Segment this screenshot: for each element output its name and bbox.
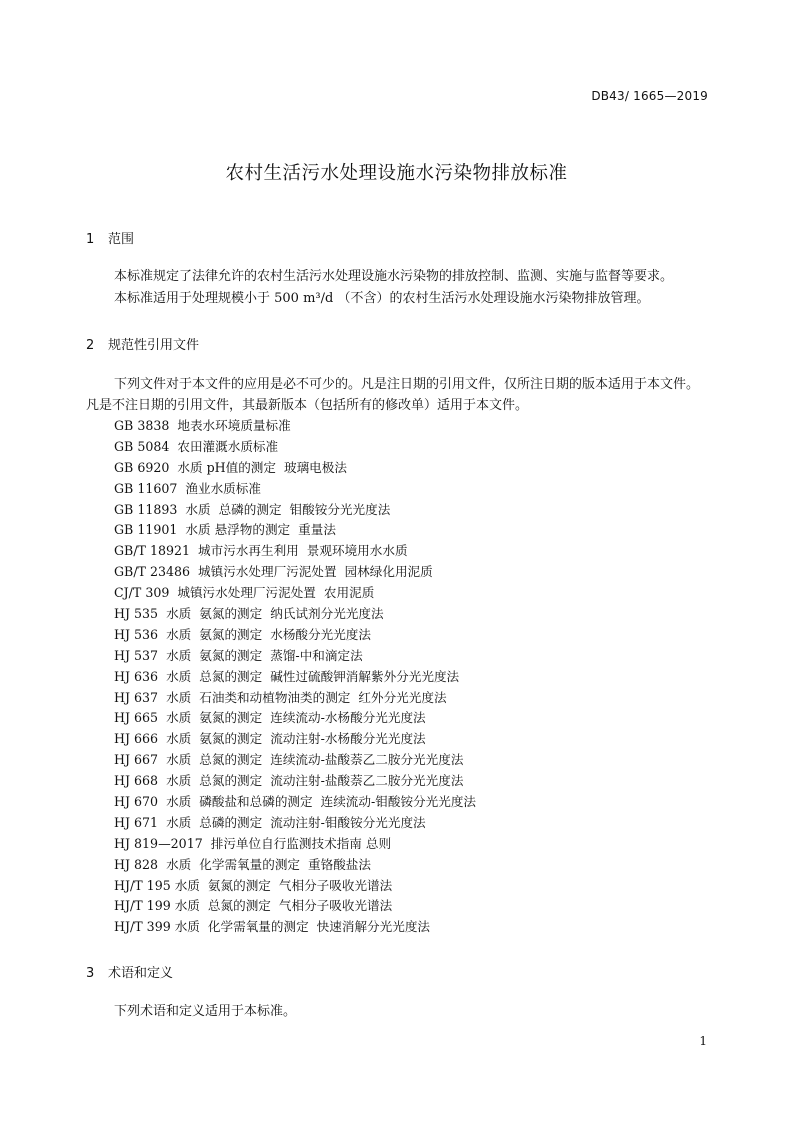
reference-item: HJ 819—2017 排污单位自行监测技术指南 总则 [114, 835, 392, 851]
reference-item: GB 11893 水质 总磷的测定 钼酸铵分光光度法 [114, 501, 391, 517]
document-title: 农村生活污水处理设施水污染物排放标准 [225, 163, 568, 184]
section-1-heading [86, 228, 134, 247]
section-title: 术语和定义 [108, 966, 174, 981]
reference-item: GB 11901 水质 悬浮物的测定 重量法 [114, 522, 336, 538]
reference-item: HJ/T 199 水质 总氮的测定 气相分子吸收光谱法 [114, 898, 393, 914]
section-number: 3 [86, 966, 95, 981]
section-3-paragraph-1: 下列术语和定义适用于本标准。 [114, 1004, 297, 1019]
section-title: 范围 [108, 232, 135, 247]
section-1-paragraph-1: 本标准规定了法律允许的农村生活污水处理设施水污染物的排放控制、监测、实施与监督等要求。 [114, 269, 674, 284]
reference-item: CJ/T 309 城镇污水处理厂污泥处置 农用泥质 [114, 585, 375, 601]
reference-item: HJ 537 水质 氨氮的测定 蒸馏-中和滴定法 [114, 647, 363, 663]
reference-item: HJ 636 水质 总氮的测定 碱性过硫酸钾消解紫外分光光度法 [114, 668, 460, 684]
section-2-intro: 下列文件对于本文件的应用是必不可少的。凡是注日期的引用文件，仅所注日期的版本适用于本文件。凡是不注日期的引用文件，其最新版本（包括所有的修改单）适用于本文件。 [86, 377, 700, 413]
reference-item: GB/T 23486 城镇污水处理厂污泥处置 园林绿化用泥质 [114, 564, 433, 580]
normative-references-list [114, 416, 476, 938]
section-number: 2 [86, 338, 95, 353]
document-code: DB43/ 1665—2019 [591, 89, 708, 103]
reference-item: GB 6920 水质 pH值的测定 玻璃电极法 [114, 459, 347, 475]
reference-item: HJ 536 水质 氨氮的测定 水杨酸分光光度法 [114, 626, 371, 642]
reference-item: HJ 535 水质 氨氮的测定 纳氏试剂分光光度法 [114, 606, 384, 622]
reference-item: GB 5084 农田灌溉水质标准 [114, 438, 279, 454]
reference-item: HJ/T 399 水质 化学需氧量的测定 快速消解分光光度法 [114, 919, 431, 935]
reference-item: GB 3838 地表水环境质量标准 [114, 418, 291, 433]
section-3-heading [86, 962, 173, 981]
section-number: 1 [86, 232, 95, 247]
page-number: 1 [699, 1034, 707, 1048]
reference-item: HJ/T 195 水质 氨氮的测定 气相分子吸收光谱法 [114, 877, 393, 893]
reference-item: HJ 670 水质 磷酸盐和总磷的测定 连续流动-钼酸铵分光光度法 [114, 794, 477, 810]
reference-item: GB 11607 渔业水质标准 [114, 480, 261, 496]
reference-item: HJ 668 水质 总氮的测定 流动注射-盐酸萘乙二胺分光光度法 [114, 773, 464, 789]
reference-item: HJ 828 水质 化学需氧量的测定 重铬酸盐法 [114, 856, 371, 872]
reference-item: HJ 671 水质 总磷的测定 流动注射-钼酸铵分光光度法 [114, 814, 426, 830]
reference-item: GB/T 18921 城市污水再生利用 景观环境用水水质 [114, 543, 408, 559]
section-title: 规范性引用文件 [108, 338, 200, 353]
section-1-paragraph-2: 本标准适用于处理规模小于 500 m³/d （不含）的农村生活污水处理设施水污染物排放管理。 [114, 291, 650, 306]
reference-item: HJ 665 水质 氨氮的测定 连续流动-水杨酸分光光度法 [114, 710, 426, 726]
section-2-heading [86, 334, 199, 353]
reference-item: HJ 667 水质 总氮的测定 连续流动-盐酸萘乙二胺分光光度法 [114, 752, 464, 768]
reference-item: HJ 637 水质 石油类和动植物油类的测定 红外分光光度法 [114, 689, 447, 705]
reference-item: HJ 666 水质 氨氮的测定 流动注射-水杨酸分光光度法 [114, 731, 426, 747]
